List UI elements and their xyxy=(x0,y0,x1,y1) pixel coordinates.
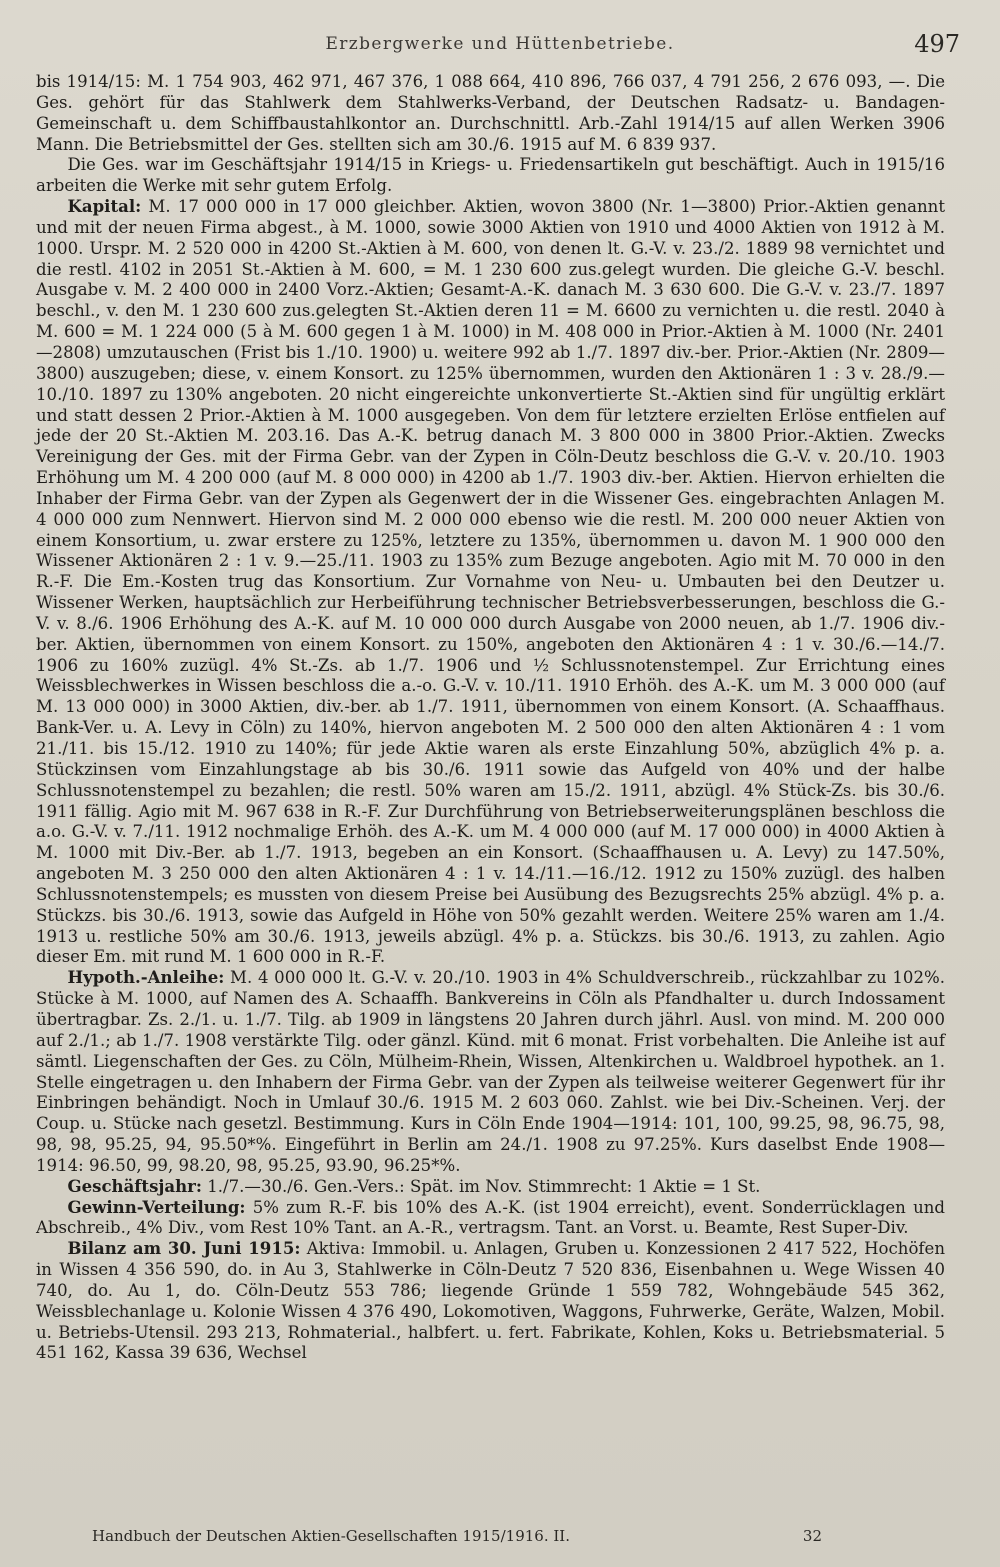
paragraph-text: Aktiva: Immobil. u. Anlagen, Gruben u. Konzessionen 2 417 522, Hochöfen in Wissen 4 356 590, do. in Au 3, Stahlwerke in Cöln-Deutz 7 520 836, Eisenbahnen u. Wege Wissen 40 740, do. Au 1, do. Cöln-Deutz 553 786; liegende Gründe 1 559 782, Wohngebäude 545 362, Weissblechanlage u. Kolonie Wissen 4 376 490, Lokomotiven, Waggons, Fuhrwerke, Geräte, Walzen, Mobil. u. Betriebs-Utensil. 293 213, Rohmaterial., halbfert. u. fert. Fabrikate, Kohlen, Koks u. Betriebsmaterial. 5 451 162, Kassa 39 636, Wechsel xyxy=(36,1239,945,1363)
footer-signature: 32 xyxy=(802,1527,822,1545)
page-footer xyxy=(92,1527,822,1549)
page-number: 497 xyxy=(914,30,960,58)
paragraph-hypoth-anleihe xyxy=(36,968,945,1176)
paragraph-text: bis 1914/15: M. 1 754 903, 462 971, 467 376, 1 088 664, 410 896, 766 037, 4 791 256, 2 676 093, —. Die Ges. gehört für das Stahlwerk dem Stahlwerks-Verband, der Deutschen Radsatz- u. Bandagen-Gemeinschaft u. dem Schiffbaustahlkontor an. Durchschnittl. Arb.-Zahl 1914/15 auf allen Werken 3906 Mann. Die Betriebsmittel der Ges. stellten sich am 30./6. 1915 auf M. 6 839 937. xyxy=(36,72,945,154)
paragraph-kapital xyxy=(36,197,945,968)
section-heading: Gewinn-Verteilung: xyxy=(67,1197,246,1217)
paragraph xyxy=(36,155,945,197)
section-heading: Bilanz am 30. Juni 1915: xyxy=(67,1239,301,1259)
paragraph-text: M. 4 000 000 lt. G.-V. v. 20./10. 1903 in 4% Schuldverschreib., rückzahlbar zu 102%. Stücke à M. 1000, auf Namen des A. Schaaffh. Bankvereins in Cöln als Pfandhalter u. durch Indossament übertragbar. Zs. 2./1. u. 1./7. Tilg. ab 1909 in längstens 20 Jahren durch jährl. Ausl. von mind. M. 200 000 auf 2./1.; ab 1./7. 1908 verstärkte Tilg. oder gänzl. Künd. mit 6 monat. Frist vorbehalten. Die Anleihe ist auf sämtl. Liegenschaften der Ges. zu Cöln, Mülheim-Rhein, Wissen, Altenkirchen u. Waldbroel hypothek. an 1. Stelle eingetragen u. den Inhabern der Firma Gebr. van der Zypen als teilweise weiterer Gegenwert für ihr Einbringen behändigt. Noch in Umlauf 30./6. 1915 M. 2 603 060. Zahlst. wie bei Div.-Scheinen. Verj. der Coup. u. Stücke nach gesetzl. Bestimmung. Kurs in Cöln Ende 1904—1914: 101, 100, 99.25, 98, 96.75, 98, 98, 98, 95.25, 94, 95.50*%. Eingeführt in Berlin am 24./1. 1908 zu 97.25%. Kurs daselbst Ende 1908—1914: 96.50, 99, 98.20, 98, 95.25, 93.90, 96.25*%. xyxy=(36,968,945,1175)
paragraph xyxy=(36,72,945,155)
paragraph-text: 5% zum R.-F. bis 10% des A.-K. (ist 1904 erreicht), event. Sonderrücklagen und Abschreib., 4% Div., vom Rest 10% Tant. an A.-R., vertragsm. Tant. an Vorst. u. Beamte, Rest Super-Div. xyxy=(36,1197,946,1238)
section-heading: Geschäftsjahr: xyxy=(67,1176,202,1196)
paragraph-text: 1./7.—30./6. Gen.-Vers.: Spät. im Nov. Stimmrecht: 1 Aktie = 1 St. xyxy=(207,1176,761,1196)
paragraph-text: M. 17 000 000 in 17 000 gleichber. Aktien, wovon 3800 (Nr. 1—3800) Prior.-Aktien genannt und mit der neuen Firma abgest., à M. 1000, sowie 3000 Aktien von 1910 und 4000 Aktien von 1912 à M. 1000. Urspr. M. 2 520 000 in 4200 St.-Aktien à M. 600, von denen lt. G.-V. v. 23./2. 1889 98 vernichtet und die restl. 4102 in 2051 St.-Aktien à M. 600, = M. 1 230 600 zus.gelegt wurden. Die gleiche G.-V. beschl. Ausgabe v. M. 2 400 000 in 2400 Vorz.-Aktien; Gesamt-A.-K. danach M. 3 630 600. Die G.-V. v. 23./7. 1897 beschl., v. den M. 1 230 600 zus.gelegten St.-Aktien deren 11 = M. 6600 zu vernichten u. die restl. 2040 à M. 600 = M. 1 224 000 (5 à M. 600 gegen 1 à M. 1000) in M. 408 000 in Prior.-Aktien à M. 1000 (Nr. 2401—2808) umzutauschen (Frist bis 1./10. 1900) u. weitere 992 ab 1./7. 1897 div.-ber. Prior.-Aktien (Nr. 2809—3800) auszugeben; diese, v. einem Konsort. zu 125% übernommen, wurden den Aktionären 1 : 3 v. 28./9.—10./10. 1897 zu 130% angeboten. 20 nicht eingereichte unkonvertierte St.-Aktien sind für ungültig erklärt und statt dessen 2 Prior.-Aktien à M. 1000 ausgegeben. Von dem für letztere erzielten Erlöse entfielen auf jede der 20 St.-Aktien M. 203.16. Das A.-K. betrug danach M. 3 800 000 in 3800 Prior.-Aktien. Zwecks Vereinigung der Ges. mit der Firma Gebr. van der Zypen in Cöln-Deutz beschloss die G.-V. v. 20./10. 1903 Erhöhung um M. 4 200 000 (auf M. 8 000 000) in 4200 ab 1./7. 1903 div.-ber. Aktien. Hiervon erhielten die Inhaber der Firma Gebr. van der Zypen als Gegenwert der in die Wissener Ges. eingebrachten Anlagen M. 4 000 000 zum Nennwert. Hiervon sind M. 2 000 000 ebenso wie die restl. M. 200 000 neuer Aktien von einem Konsortium, u. zwar erstere zu 125%, letztere zu 135%, übernommen u. davon M. 1 900 000 den Wissener Aktionären 2 : 1 v. 9.—25./11. 1903 zu 135% zum Bezuge angeboten. Agio mit M. 70 000 in den R.-F. Die Em.-Kosten trug das Konsortium. Zur Vornahme von Neu- u. Umbauten bei den Deutzer u. Wissener Werken, hauptsächlich zur Herbeiführung technischer Betriebsverbesserungen, beschloss die G.-V. v. 8./6. 1906 Erhöhung des A.-K. auf M. 10 000 000 durch Ausgabe von 2000 neuen, ab 1./7. 1906 div.-ber. Aktien, übernommen von einem Konsort. zu 150%, angeboten den Aktionären 4 : 1 v. 30./6.—14./7. 1906 zu 160% zuzügl. 4% St.-Zs. ab 1./7. 1906 und ½ Schlussnotenstempel. Zur Errichtung eines Weissblechwerkes in Wissen beschloss die a.-o. G.-V. v. 10./11. 1910 Erhöh. des A.-K. um M. 3 000 000 (auf M. 13 000 000) in 3000 Aktien, div.-ber. ab 1./7. 1911, übernommen von einem Konsort. (A. Schaaffhaus. Bank-Ver. u. A. Levy in Cöln) zu 140%, hiervon angeboten M. 2 500 000 den alten Aktionären 4 : 1 vom 21./11. bis 15./12. 1910 zu 140%; für jede Aktie waren als erste Einzahlung 50%, abzüglich 4% p. a. Stückzinsen vom Einzahlungstage ab bis 30./6. 1911 sowie das Aufgeld von 40% und der halbe Schlussnotenstempel zu bezahlen; die restl. 50% waren am 15./2. 1911, abzügl. 4% Stück-Zs. bis 30./6. 1911 fällig. Agio mit M. 967 638 in R.-F. Zur Durchführung von Betriebserweiterungsplänen beschloss die a.o. G.-V. v. 7./11. 1912 nochmalige Erhöh. des A.-K. um M. 4 000 000 (auf M. 17 000 000) in 4000 Aktien à M. 1000 mit Div.-Ber. ab 1./7. 1913, begeben an ein Konsort. (Schaaffhausen u. A. Levy) zu 147.50%, angeboten M. 3 250 000 den alten Aktionären 4 : 1 v. 14./11.—16./12. 1912 zu 150% zuzügl. des halben Schlussnotenstempels; es mussten von diesem Preise bei Ausübung des Bezugsrechts 25% abzügl. 4% p. a. Stückzs. bis 30./6. 1913, sowie das Aufgeld in Höhe von 50% gezahlt werden. Weitere 25% waren am 1./4. 1913 u. restliche 50% am 30./6. 1913, jeweils abzügl. 4% p. a. Stückzs. bis 30./6. 1913, zu zahlen. Agio dieser Em. mit rund M. 1 600 000 in R.-F. xyxy=(36,197,945,967)
page-header xyxy=(0,30,1000,64)
paragraph-text: Die Ges. war im Geschäftsjahr 1914/15 in Kriegs- u. Friedensartikeln gut beschäftigt. Auch in 1915/16 arbeiten die Werke mit sehr gutem Erfolg. xyxy=(36,155,945,196)
paragraph-gewinn-verteilung xyxy=(36,1198,945,1240)
section-heading: Kapital: xyxy=(67,197,142,217)
footer-imprint: Handbuch der Deutschen Aktien-Gesellschaften 1915/1916. II. xyxy=(92,1527,570,1545)
body-text xyxy=(36,72,945,1364)
section-heading: Hypoth.-Anleihe: xyxy=(67,968,225,988)
paragraph-bilanz xyxy=(36,1239,945,1364)
running-title: Erzbergwerke und Hüttenbetriebe. xyxy=(325,34,675,54)
paragraph-geschaeftsjahr xyxy=(36,1177,945,1198)
